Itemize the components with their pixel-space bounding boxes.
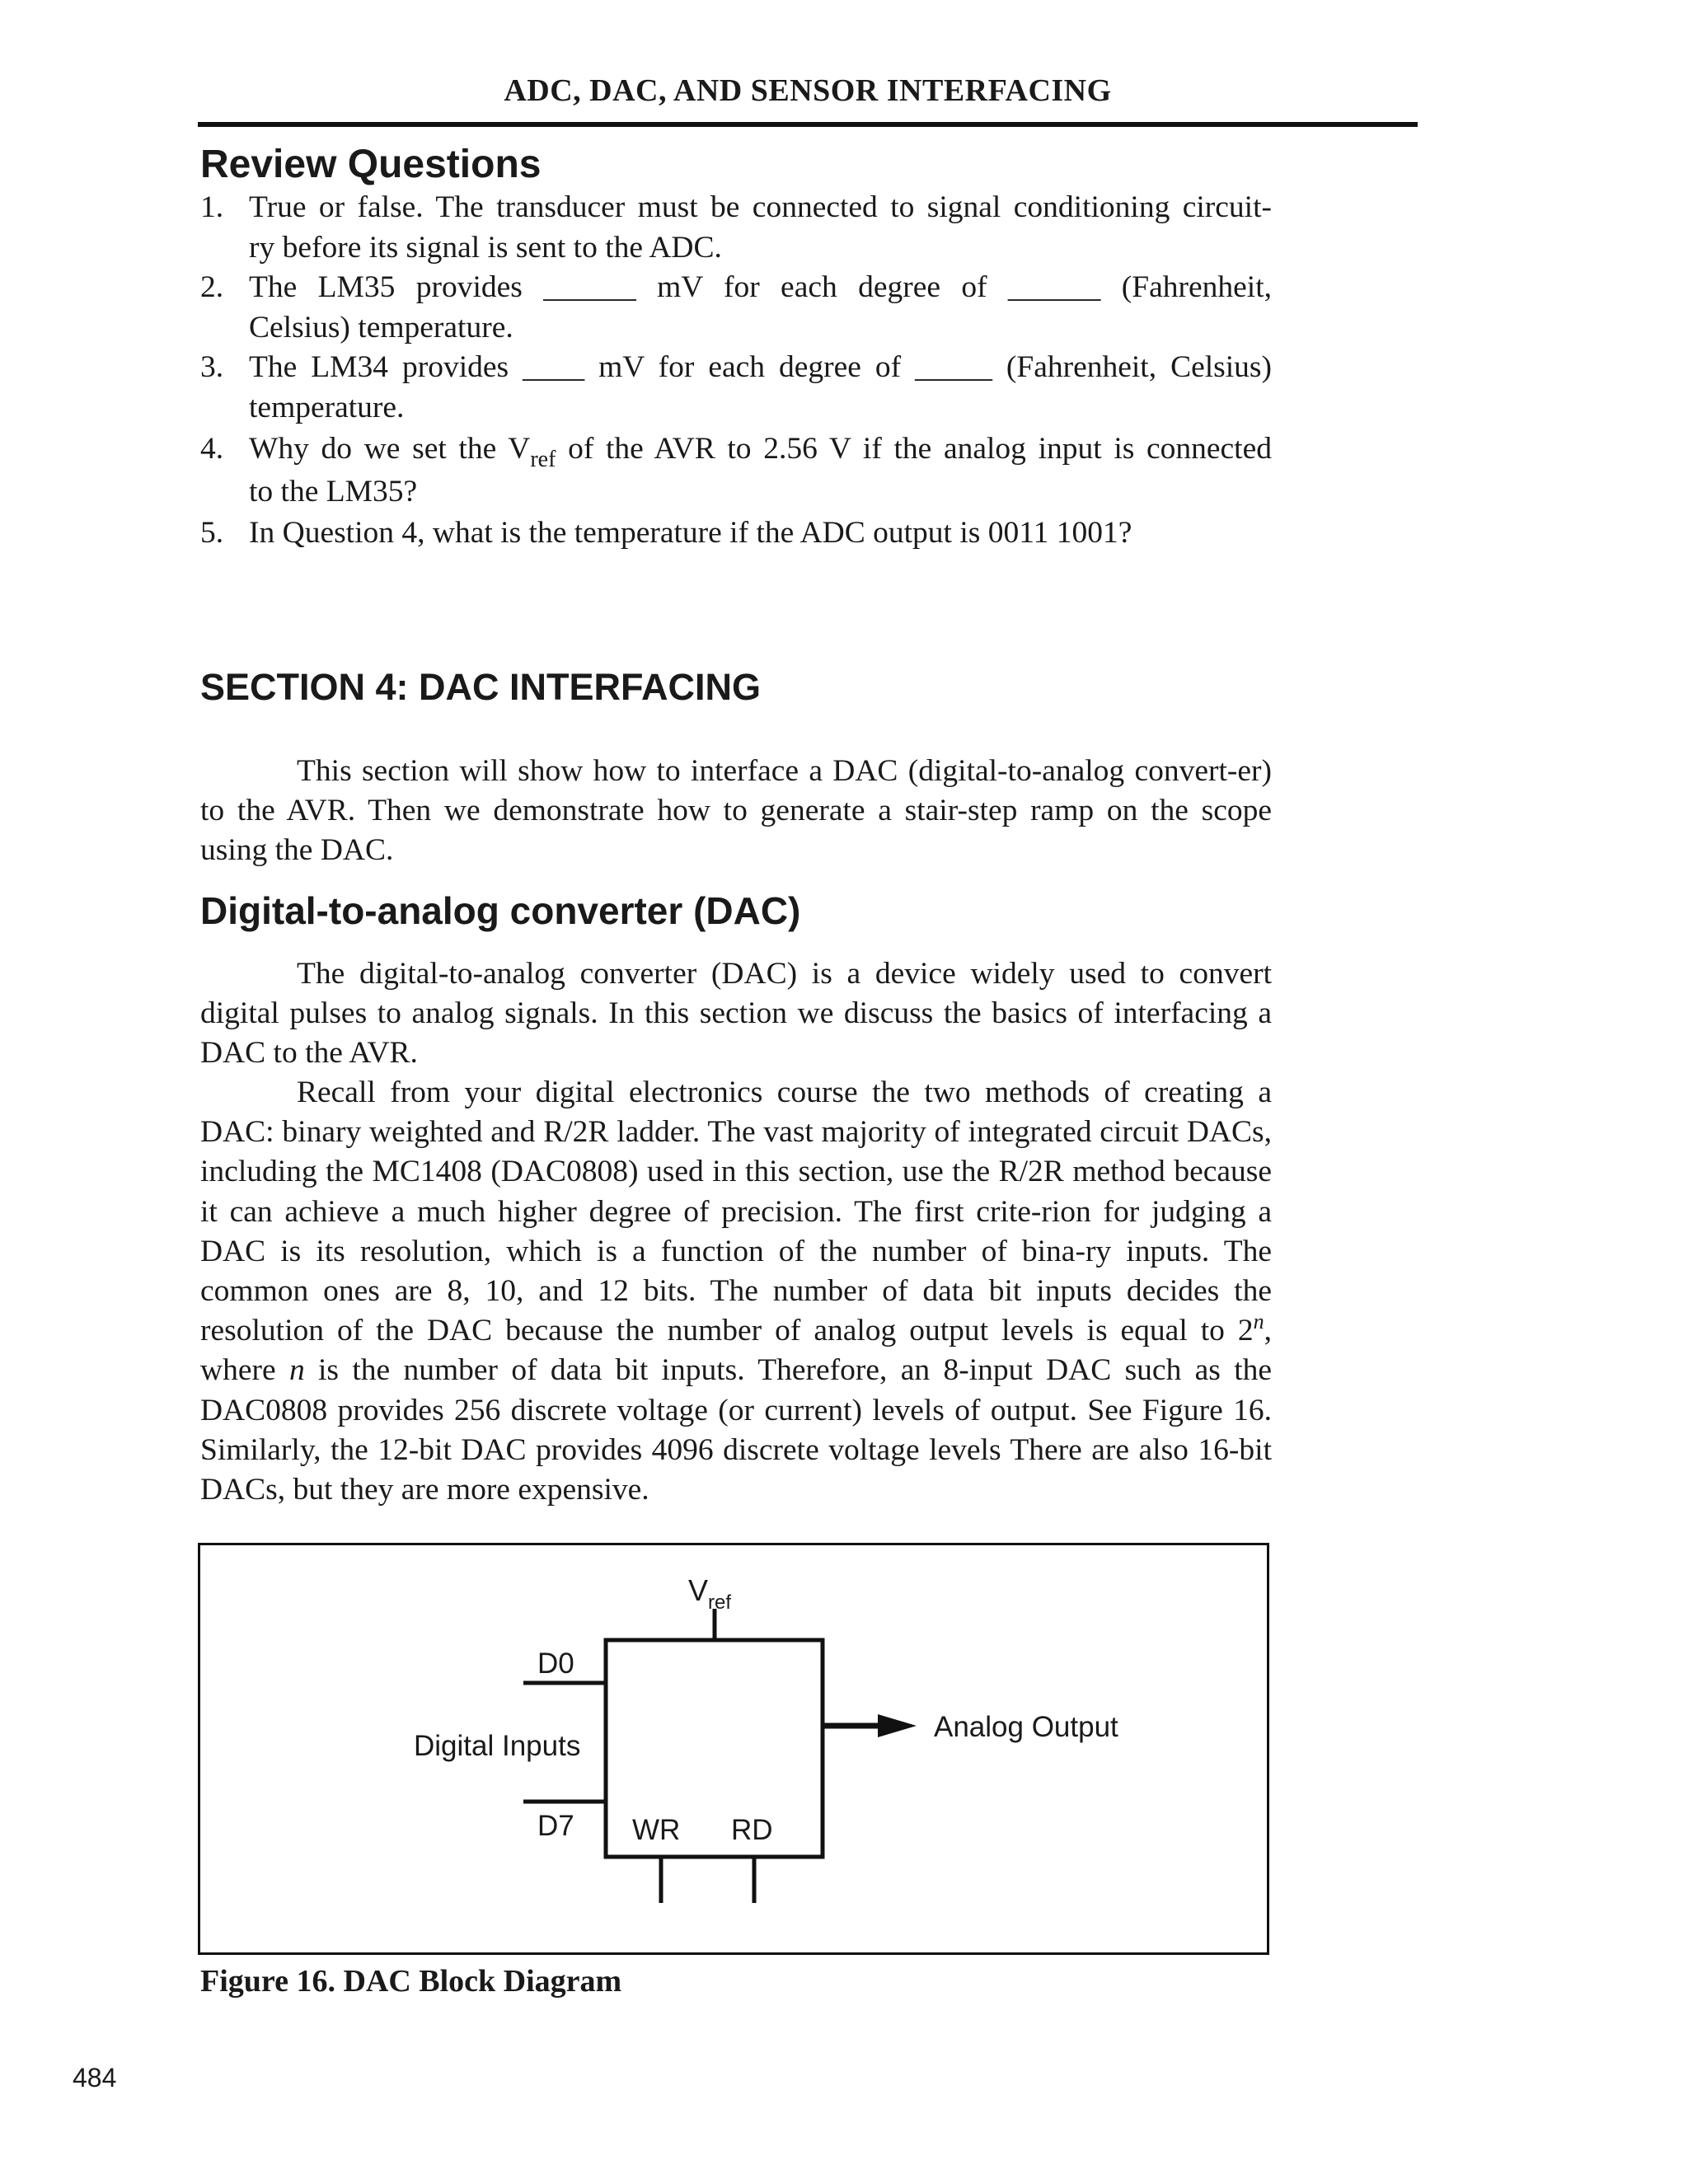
question-text-line — [249, 428, 1272, 471]
review-questions-list — [200, 188, 1272, 554]
d7-label: D7 — [537, 1810, 574, 1842]
question-text-line: The LM34 provides ____ mV for each degree of _____ (Fahrenheit, Celsius) — [249, 350, 1272, 384]
dac-paragraph-2 — [200, 1073, 1272, 1510]
question-text-part: Why do we set the V — [249, 432, 531, 466]
section-heading: SECTION 4: DAC INTERFACING — [200, 666, 762, 708]
review-question-3 — [200, 348, 1272, 428]
review-question-2 — [200, 268, 1272, 348]
question-number: 3. — [200, 350, 224, 384]
question-text-part: of the AVR to 2.56 V if the analog input is connected — [556, 432, 1272, 466]
page-number: 484 — [73, 2063, 117, 2093]
paragraph-text: is the number of data bit inputs. Therefore, an 8-input DAC such as the DAC0808 provides 256 discrete voltage (or current) levels of output. See Figure 16. Similarly, the 12-bit DAC provides 4096 discrete voltage levels There are also 16-bit DACs, but they are more expensive. — [200, 1353, 1273, 1507]
question-text-line: to the LM35? — [249, 475, 418, 509]
paragraph-text: , where — [200, 1314, 1272, 1388]
d0-label: D0 — [537, 1647, 574, 1680]
review-question-4 — [200, 428, 1272, 513]
review-question-1 — [200, 188, 1272, 268]
analog-output-label: Analog Output — [934, 1711, 1118, 1743]
figure-caption: Figure 16. DAC Block Diagram — [200, 1964, 622, 1999]
section-intro-paragraph: This section will show how to interface a DAC (digital-to-analog convert-er) to the AVR. Then we demonstrate how to generate a stair-step ramp on the scope using the DAC. — [200, 754, 1272, 868]
question-text-line: In Question 4, what is the temperature if the ADC output is 0011 1001? — [249, 516, 1132, 550]
running-head: ADC, DAC, AND SENSOR INTERFACING — [504, 73, 1112, 108]
question-number: 4. — [200, 432, 224, 466]
digital-inputs-label: Digital Inputs — [414, 1730, 581, 1762]
question-text-line: True or false. The transducer must be connected to signal conditioning circuit- — [249, 190, 1272, 224]
header-rule — [198, 122, 1418, 127]
review-questions-heading: Review Questions — [200, 143, 542, 186]
italic-n: n — [288, 1353, 305, 1388]
rd-label: RD — [731, 1814, 773, 1846]
question-text-line: ry before its signal is sent to the ADC. — [249, 230, 722, 265]
dac-block-diagram — [198, 1543, 1269, 1955]
dac-subheading: Digital-to-analog converter (DAC) — [200, 889, 801, 932]
vref-subscript: ref — [708, 1591, 732, 1614]
question-number: 2. — [200, 270, 224, 304]
question-number: 1. — [200, 190, 224, 224]
question-text-line: The LM35 provides ______ mV for each degree of ______ (Fahrenheit, — [249, 270, 1272, 304]
vref-subscript: ref — [530, 447, 556, 472]
analog-output-arrow-icon — [878, 1714, 917, 1737]
review-question-5 — [200, 513, 1272, 554]
question-text-line: Celsius) temperature. — [249, 310, 513, 344]
wr-label: WR — [632, 1814, 681, 1846]
exponent-n: n — [1253, 1310, 1264, 1334]
question-text-line: temperature. — [249, 390, 405, 424]
question-number: 5. — [200, 516, 224, 550]
vref-main: V — [688, 1573, 709, 1607]
dac-paragraph-1: The digital-to-analog converter (DAC) is a device widely used to convert digital pulses to analog signals. In this section we discuss the basics of interfacing a DAC to the AVR. — [200, 957, 1272, 1071]
paragraph-text: Recall from your digital electronics course the two methods of creating a DAC: binary weighted and R/2R ladder. The vast majority of integrated circuit DACs, including the MC1408 (DAC0808) used in this section, use the R/2R method because it can achieve a much higher degree of precision. The first crite-rion for judging a DAC is its resolution, which is a function of the number of bina-ry inputs. The common ones are 8, 10, and 12 bits. The number of data bit inputs decides the resolution of the DAC because the number of analog output levels is equal to 2 — [200, 1076, 1272, 1348]
vref-label — [688, 1573, 731, 1614]
